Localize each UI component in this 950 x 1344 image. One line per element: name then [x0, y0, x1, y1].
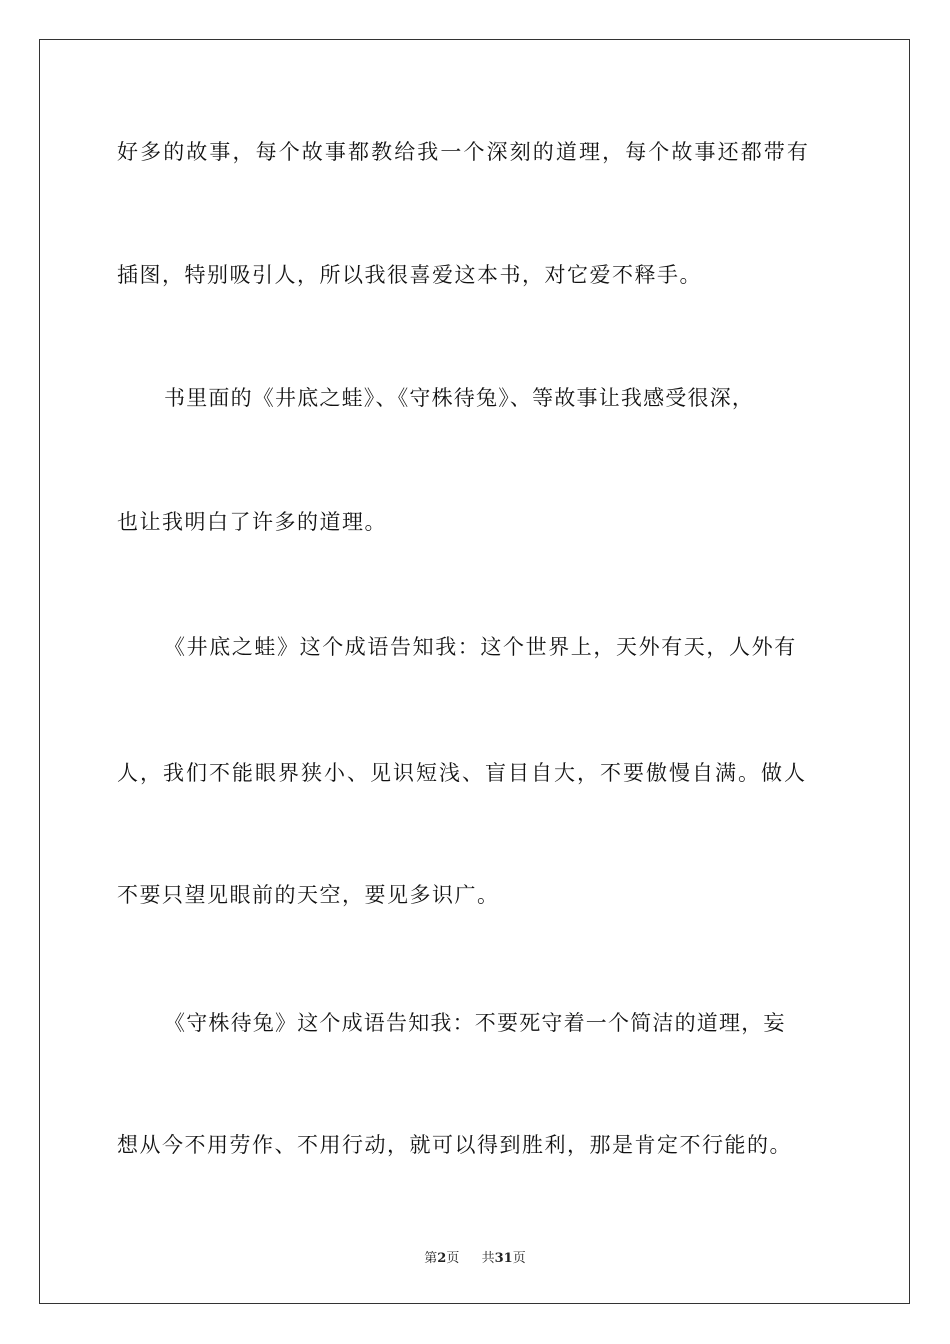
body-text-line: 《井底之蛙》这个成语告知我：这个世界上，天外有天，人外有 — [164, 635, 797, 659]
body-text-line: 《守株待兔》这个成语告知我：不要死守着一个简洁的道理，妄 — [164, 1011, 786, 1035]
body-text-line: 好多的故事，每个故事都教给我一个深刻的道理，每个故事还都带有 — [117, 140, 810, 164]
page-indicator — [424, 1250, 459, 1268]
body-text-line: 书里面的《井底之蛙》、《守株待兔》、等故事让我感受很深， — [164, 386, 755, 410]
body-text-line: 不要只望见眼前的天空，要见多识广。 — [117, 883, 500, 907]
total-suffix: 页 — [512, 1251, 526, 1266]
total-prefix: 共 — [481, 1251, 495, 1266]
body-text-line: 人，我们不能眼界狭小、见识短浅、盲目自大，不要傲慢自满。做人 — [117, 761, 807, 785]
total-pages-indicator — [482, 1250, 526, 1268]
total-page-count: 31 — [494, 1251, 513, 1266]
page-footer — [0, 1250, 950, 1268]
body-text-line: 想从今不用劳作、不用行动，就可以得到胜利，那是肯定不行能的。 — [117, 1133, 792, 1157]
page-border — [39, 39, 910, 1304]
body-text-line: 也让我明白了许多的道理。 — [117, 510, 387, 534]
page-prefix: 第 — [424, 1251, 438, 1266]
body-text-line: 插图，特别吸引人，所以我很喜爱这本书，对它爱不释手。 — [117, 263, 702, 287]
page-number: 2 — [437, 1251, 447, 1266]
page-suffix: 页 — [446, 1251, 460, 1266]
